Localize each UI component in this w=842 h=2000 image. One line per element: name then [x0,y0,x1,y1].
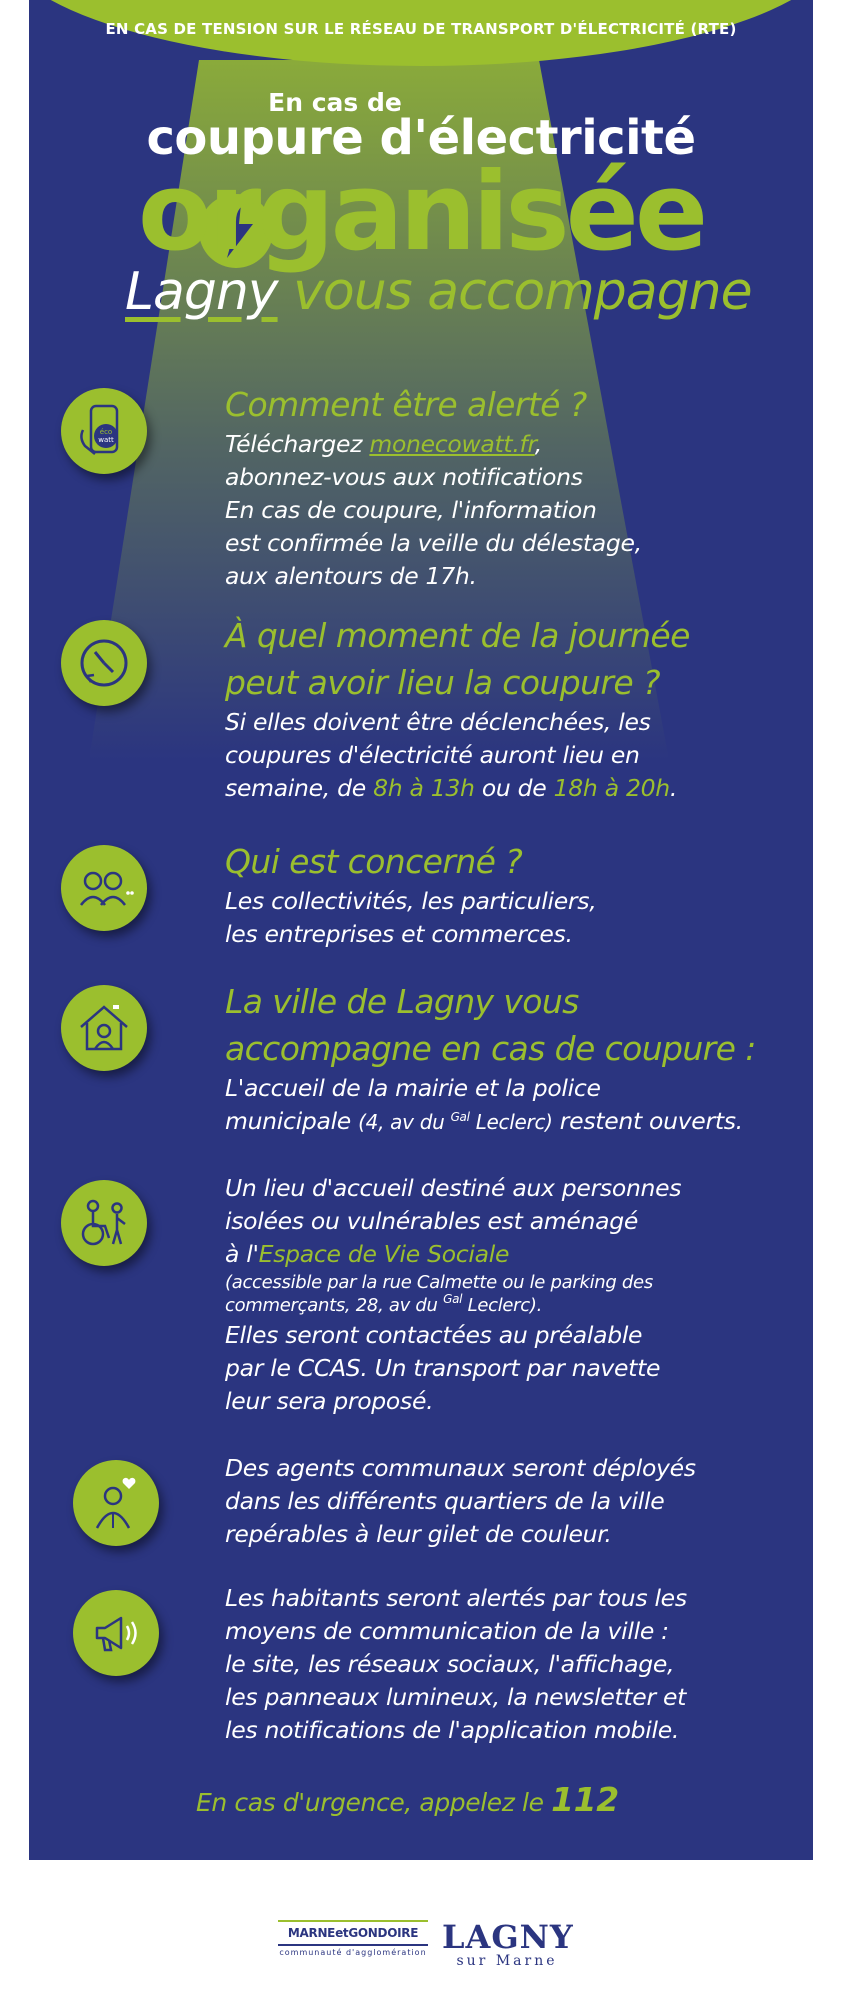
hero-intro: En cas de [268,88,402,117]
alert-line-2: abonnez-vous aux notifications [225,463,583,491]
agents-line-2: dans les différents quartiers de la ville [225,1487,665,1515]
megaphone-icon [73,1590,159,1676]
when-line-3: semaine, de 8h à 13h ou de 18h à 20h. [225,774,678,802]
alert-line-3: En cas de coupure, l'information [225,496,597,524]
vulnerable-line-6: leur sera proposé. [225,1387,434,1415]
time-range-morning: 8h à 13h [373,774,475,802]
marne-gondoire-logo [278,1920,428,1968]
lagny-logo-sub: sur Marne [456,1953,558,1969]
main-panel [29,0,813,1860]
top-banner-text: EN CAS DE TENSION SUR LE RÉSEAU DE TRANSPORT D'ÉLECTRICITÉ (RTE) [105,20,737,38]
vulnerable-note-1: (accessible par la rue Calmette ou le parking des [225,1272,653,1293]
section-alert-heading: Comment être alerté ? [225,385,587,424]
city-line-2: municipale (4, av du $^{Gal}$ Leclerc) restent ouverts. [225,1107,743,1135]
who-line-1: Les collectivités, les particuliers, [225,887,597,915]
city-line-1: L'accueil de la mairie et la police [225,1074,601,1102]
when-line-2: coupures d'électricité auront lieu en [225,741,640,769]
section-when-heading-1: À quel moment de la journée [225,616,690,655]
section-communication [225,1582,813,1747]
ecowatt-logo-text-2: watt [98,436,114,444]
hero-tagline [125,262,813,322]
section-when [225,612,813,805]
section-alert [225,381,813,593]
house-person-icon [61,985,147,1071]
vulnerable-note-2: commerçants, 28, av du $^{Gal}$ Leclerc). [225,1292,543,1316]
section-agents [225,1452,813,1551]
emergency-line: En cas d'urgence, appelez le 112 [196,1780,619,1819]
communication-line-2: moyens de communication de la ville : [225,1617,669,1645]
espace-vie-sociale: Espace de Vie Sociale [258,1240,510,1268]
vulnerable-line-5: par le CCAS. Un transport par navette [225,1354,661,1382]
agent-heart-icon [73,1460,159,1546]
communication-line-5: les notifications de l'application mobile. [225,1716,680,1744]
monecowatt-link[interactable]: monecowatt.fr [369,430,535,458]
section-who-heading: Qui est concerné ? [225,842,523,881]
section-vulnerable [225,1172,813,1418]
section-who [225,838,813,951]
agents-line-1: Des agents communaux seront déployés [225,1454,696,1482]
emergency-number[interactable]: 112 [551,1780,619,1819]
alert-line-5: aux alentours de 17h. [225,562,477,590]
alert-line-1: Téléchargez monecowatt.fr, [225,430,542,458]
hero-organisee: organisée [137,150,705,275]
hero-tagline-rest: vous accompagne [293,262,752,322]
marne-gondoire-sub: communauté d'agglomération [279,1948,427,1957]
vulnerable-line-3: à l'Espace de Vie Sociale [225,1240,510,1268]
section-city-help [225,978,813,1142]
ecowatt-logo-text-1: éco [99,428,113,436]
section-city-heading-1: La ville de Lagny vous [225,982,579,1021]
when-line-1: Si elles doivent être déclenchées, les [225,708,651,736]
vulnerable-line-4: Elles seront contactées au préalable [225,1321,643,1349]
clock-icon [61,620,147,706]
communication-line-3: le site, les réseaux sociaux, l'affichage, [225,1650,675,1678]
marne-gondoire-name: MARNEetGONDOIRE [278,1920,428,1946]
vulnerable-line-2: isolées ou vulnérables est aménagé [225,1207,639,1235]
time-range-evening: 18h à 20h [553,774,670,802]
section-city-heading-2: accompagne en cas de coupure : [225,1029,756,1068]
agents-line-3: repérables à leur gilet de couleur. [225,1520,612,1548]
lagny-logo-name: LAGNY [442,1918,574,1956]
alert-line-4: est confirmée la veille du délestage, [225,529,642,557]
people-icon [61,845,147,931]
communication-line-1: Les habitants seront alertés par tous les [225,1584,687,1612]
hero-title: coupure d'électricité [146,110,696,166]
vulnerable-line-1: Un lieu d'accueil destiné aux personnes [225,1174,682,1202]
lagny-logo [442,1920,572,1968]
hero-city: Lagny [125,262,278,322]
communication-line-4: les panneaux lumineux, la newsletter et [225,1683,687,1711]
who-line-2: les entreprises et commerces. [225,920,573,948]
section-when-heading-2: peut avoir lieu la coupure ? [225,663,660,702]
phone-ecowatt-icon [61,388,147,474]
wheelchair-elder-icon [61,1180,147,1266]
